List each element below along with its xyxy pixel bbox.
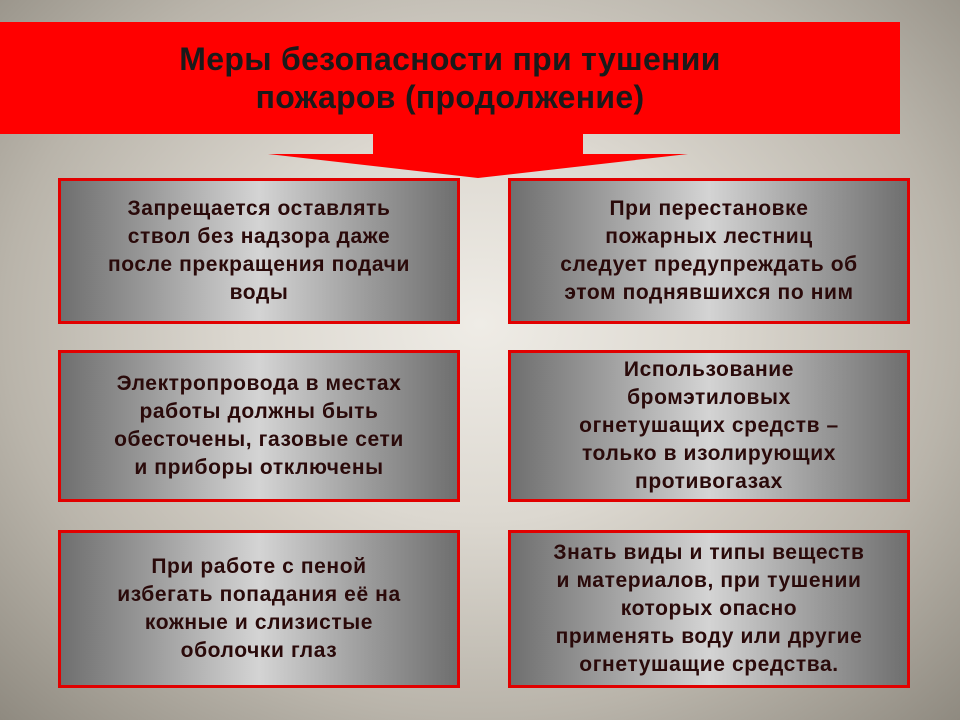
rule-text: Запрещается оставлять ствол без надзора даже после прекращения подачи воды <box>107 197 410 304</box>
rule-card-ladders <box>508 178 910 324</box>
rule-card-bromoethyl <box>508 350 910 502</box>
title-banner <box>0 22 900 134</box>
rule-card-substances <box>508 530 910 688</box>
rule-text: Использование бромэтиловых огнетушащих средств – только в изолирующих противогазах <box>579 358 839 493</box>
rule-text: Знать виды и типы веществ и материалов, при тушении которых опасно применять воду или другие огнетушащие средства. <box>553 541 865 676</box>
rule-text: Электропровода в местах работы должны быть обесточены, газовые сети и приборы отключены <box>114 372 404 479</box>
rule-card-nozzle <box>58 178 460 324</box>
rule-card-electricity <box>58 350 460 502</box>
rule-text: При работе с пеной избегать попадания её на кожные и слизистые оболочки глаз <box>117 555 401 662</box>
rule-card-foam <box>58 530 460 688</box>
rule-text: При перестановке пожарных лестниц следует предупреждать об этом поднявшихся по ним <box>560 197 858 304</box>
slide-title: Меры безопасности при тушении пожаров (продолжение) <box>179 41 721 115</box>
down-arrow-icon <box>268 134 688 178</box>
